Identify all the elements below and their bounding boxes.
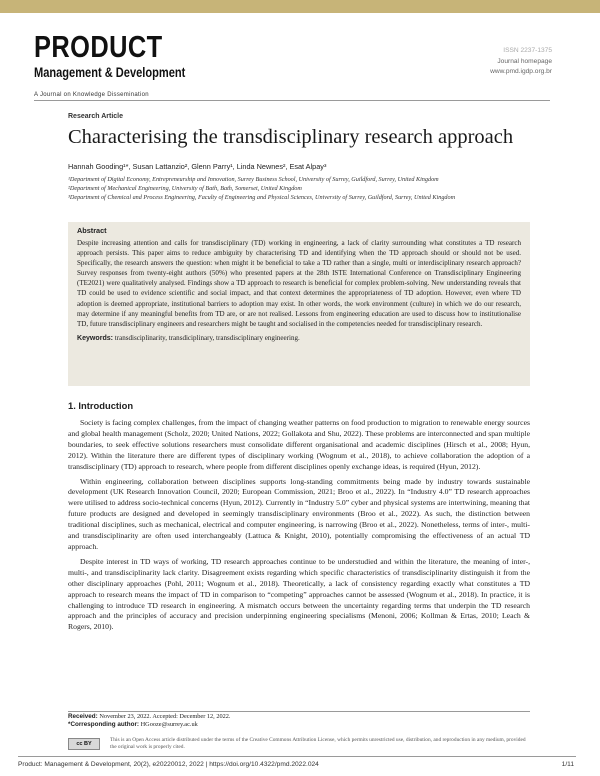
corresponding-label: *Corresponding author: [68, 721, 140, 728]
footer-divider [18, 756, 576, 757]
issn: ISSN 2237-1375 [503, 47, 552, 54]
keywords-label: Keywords: [77, 334, 114, 342]
corresponding-line [68, 721, 231, 729]
abstract-heading: Abstract [77, 226, 107, 235]
keywords-text: transdisciplinarity, transdiciplinary, transdisciplinary engineering. [114, 333, 300, 342]
homepage-link[interactable]: www.pmd.igdp.org.br [490, 68, 552, 75]
paragraph-3: Despite interest in TD ways of working, TD research approaches continue to be understudied and within the literature, the meaning of inter-, multi-, and transdisciplinarity lack clarity. Disagreement exists regarding which specific characteristics of transdisciplinarity distinguish it from the other disciplinary approaches (Pohl, 2011; Wognum et al., 2018). Theoretically, a lack of consistency regarding exactly what constitutes a TD approach to research means the impact of TD in comparison to “competing” approaches cannot be assessed (Wognum et al., 2018). In practice, it is challenging to introduce TD research in engineering. A mismatch occurs between the uncertainty regarding terms that underpin the TD research approach and the principles of accuracy and precision underpinning engineering specialisms (Menoni, 2006; Kollman & Ertas, 2010; Leach & Rogers, 2010). [68, 556, 530, 632]
affiliation-1: ¹Department of Digital Economy, Entrepreneurship and Innovation, Surrey Business School, University of Surrey, Guildford, Surrey, United Kingdom [68, 176, 439, 183]
abstract-box [68, 222, 530, 386]
article-title: Characterising the transdisciplinary research approach [68, 126, 514, 148]
paragraph-2: Within engineering, collaboration between disciplines supports long-standing commitments being made by industry towards sustainable development (UK Research Innovation Council, 2020; European Commission, 2021; Broo et al., 2022). In “Industry 4.0” TD research approaches were utilised to address socio-technical concerns (Hyun, 2012). Currently in “Industry 5.0” cyber and physical systems are intertwining, meaning that future products are designed and developed in seemingly transdisciplinary environments (Broo et al., 2022). As such, the distinction between traditional disciplines, such as mechanical, electrical and computer engineering, is narrowing (Broo et al., 2022). Nonetheless, terms of inter-, multi- and transdisciplinarity are often used interchangeably (Lattuca & Knight, 2010), potentially compromising the effectiveness of an actual TD approach. [68, 476, 530, 551]
header-divider [34, 100, 550, 101]
affiliation-3: ³Department of Chemical and Process Engineering, Faculty of Engineering and Physical Sciences, University of Surrey, Guildford, Surrey, United Kingdom [68, 194, 456, 201]
journal-logo [34, 29, 219, 98]
top-color-bar [0, 0, 600, 13]
section-heading: 1. Introduction [68, 400, 134, 411]
body-text [68, 418, 530, 637]
journal-info [490, 46, 552, 77]
footnote [68, 713, 231, 729]
corresponding-email[interactable]: HGooze@surrey.ac.uk [140, 721, 198, 728]
received-line [68, 713, 231, 721]
received-text: November 23, 2022. Accepted: December 12, 2022. [99, 713, 231, 720]
received-label: Received: [68, 713, 98, 720]
homepage-label: Journal homepage [497, 58, 552, 65]
abstract-text: Despite increasing attention and calls for transdisciplinary (TD) working in engineering, a lack of clarity surrounding what constitutes a TD research approach persists. This paper aims to reduce ambiguity by characterising TD and identifying when the TD approach should or should not be used. Specifically, the research answers the question: when might it be beneficial to take a TD rather than a single, multi or interdisciplinary research approach? Survey responses from twenty-eight authors (50%) who presented papers at the 28th ISTE International Conference on Transdisciplinary Engineering (TE2021) were qualitatively analysed. Findings show a TD approach to research is beneficial for complex problem-solving. New understanding reveals that TD could be used to evidence scientific and social impact, and that context determines the appropriateness of TD adoption. However, even where TD adoption is deemed appropriate, institutional barriers to adoption may exist. In other words, the work environment (culture) in which we do our research, may determine if any meaningful benefits from TD are, or are not realised. Lessons from engineering education are used to discuss how to institutionalise TD, future transdisciplinary engineers and researchers might be taught and socialised in the competencies needed for transdisciplinary research. [77, 239, 521, 328]
page-number: 1/11 [561, 761, 574, 768]
license-row [68, 737, 530, 751]
author-list: Hannah Gooding¹*, Susan Lattanzio², Glenn Parry¹, Linda Newnes², Esat Alpay³ [68, 162, 327, 171]
footnote-divider [68, 711, 530, 712]
cc-license-icon[interactable]: cc BY [68, 738, 100, 750]
logo-title: PRODUCT [34, 29, 163, 64]
license-text: This is an Open Access article distributed under the terms of the Creative Commons Attribution License, which permits unrestricted use, distribution, and reproduction in any medium, provided the original work is properly cited. [110, 737, 526, 750]
affiliation-2: ²Department of Mechanical Engineering, University of Bath, Bath, Somerset, United Kingdom [68, 185, 302, 192]
logo-tagline: A Journal on Knowledge Dissemination [34, 92, 149, 98]
article-type: Research Article [68, 113, 123, 120]
logo-subtitle: Management & Development [34, 65, 186, 80]
paragraph-1: Society is facing complex challenges, from the impact of changing weather patterns on food production to migration to renewable energy sources and global health management (Scholz, 2020; United Nations, 2022; Gollakota and Shu, 2022). These problems are interconnected and span multiple boundaries, to seek effective solutions researchers must consolidate different organisational and academic disciplines (Hirsch et al., 2008; Hyun, 2012). Within the literature there are different types of disciplinary working (Wognum et al., 2018), to achieve collaboration the adoption of a transdisciplinary (TD) approach to research, where people from different disciplines openly exchange ideas, is required (Hyun, 2012). [68, 418, 530, 471]
footer-citation: Product: Management & Development, 20(2), e20220012, 2022 | https://doi.org/10.4322/pmd.2022.024 [18, 761, 319, 768]
keywords [77, 334, 521, 342]
